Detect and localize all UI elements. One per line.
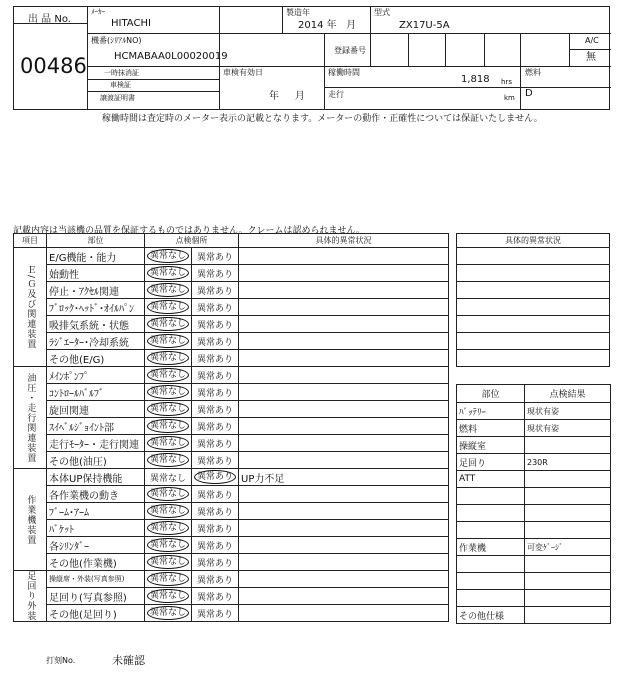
no-issue-text: 異常なし: [147, 317, 189, 331]
detail-text: [239, 418, 449, 435]
detail-text: [239, 265, 449, 282]
side-detail-row: [457, 333, 610, 350]
cert3-label: 譲渡証明書: [100, 94, 135, 102]
side-detail-row: [457, 282, 610, 299]
issue-text: 異常あり: [196, 422, 233, 433]
inspection-table-header: [14, 234, 449, 248]
detail-text: [239, 350, 449, 367]
part-name: 操縦席・外装(写真参照): [47, 571, 145, 588]
side-detail-row: [457, 350, 610, 367]
no-issue-cell: [145, 537, 192, 554]
issue-cell: [192, 367, 239, 384]
no-issue-cell: [145, 401, 192, 418]
detail-text: [239, 588, 449, 605]
parts-result-row: [457, 403, 611, 420]
hours-value: 1,818: [461, 74, 490, 85]
part-name: 足回り(写真参照): [47, 588, 145, 605]
issue-cell: [192, 299, 239, 316]
part-cell: 燃料: [457, 420, 525, 437]
detail-text: [239, 435, 449, 452]
part-name: その他(E/G): [47, 350, 145, 367]
part-name: 始動性: [47, 265, 145, 282]
result-cell: [525, 437, 611, 454]
issue-cell: [192, 605, 239, 622]
lot-number: 00486: [20, 54, 87, 78]
part-name: 各ｼﾘﾝﾀﾞｰ: [47, 537, 145, 554]
no-issue-text: 異常なし: [147, 368, 189, 382]
part-name: ﾗｼﾞｴｰﾀｰ･冷却系統: [47, 333, 145, 350]
col-header-item: 項目: [14, 234, 47, 248]
side-detail-cell: [457, 350, 610, 367]
part-cell: [457, 556, 525, 573]
table-row: [14, 554, 449, 571]
result-cell: 現状有姿: [525, 420, 611, 437]
detail-text: [239, 384, 449, 401]
detail-text: [239, 333, 449, 350]
no-issue-cell: [145, 418, 192, 435]
no-issue-cell: [145, 605, 192, 622]
table-row: [14, 367, 449, 384]
lot-label: 出 品 No.: [28, 14, 71, 25]
meter-notice: 稼働時間は査定時のメーター表示の記載となります。メーターの動作・正確性については保証いたしません。: [102, 114, 543, 124]
result-cell: 230R: [525, 454, 611, 471]
issue-text: 異常あり: [196, 252, 233, 263]
part-cell: [457, 488, 525, 505]
detail-text: [239, 367, 449, 384]
parts-result-table: [456, 384, 611, 624]
no-issue-text: 異常なし: [147, 266, 189, 280]
no-issue-cell: [145, 571, 192, 588]
side-detail-cell: [457, 265, 610, 282]
side-detail-cell: [457, 333, 610, 350]
issue-text: 異常あり: [196, 286, 233, 297]
result-cell: 可変ｹﾞｰｼﾞ: [525, 539, 611, 556]
parts-header: 部位: [457, 385, 525, 403]
detail-text: [239, 401, 449, 418]
issue-text: 異常あり: [196, 354, 233, 365]
result-cell: [525, 573, 611, 590]
no-issue-text: 異常なし: [147, 385, 189, 399]
table-row: [14, 605, 449, 622]
maker-value: HITACHI: [111, 18, 151, 29]
serial-label: 機番(ｼﾘｱﾙNO): [91, 36, 142, 45]
parts-result-row: [457, 522, 611, 539]
part-cell: [457, 573, 525, 590]
part-name: ｽｲﾍﾞﾙｼﾞｮｲﾝﾄ部: [47, 418, 145, 435]
part-name: ﾌﾞｰﾑ･ｱｰﾑ: [47, 503, 145, 520]
issue-text: 異常あり: [196, 439, 233, 450]
issue-text: 異常あり: [196, 269, 233, 280]
serial-value: HCMABAA0L00020019: [114, 51, 228, 62]
no-issue-text: 異常なし: [147, 589, 189, 603]
issue-cell: [192, 503, 239, 520]
issue-text: 異常あり: [196, 558, 233, 569]
cert2-label: 車検証: [110, 81, 131, 89]
part-name: 各作業機の動き: [47, 486, 145, 503]
issue-cell: [192, 384, 239, 401]
issue-text: 異常あり: [196, 575, 233, 586]
part-cell: [457, 522, 525, 539]
side-detail-table: [456, 233, 610, 367]
table-row: [14, 384, 449, 401]
issue-cell: [192, 316, 239, 333]
issue-text: 異常あり: [196, 609, 233, 620]
side-detail-cell: [457, 248, 610, 265]
issue-text: 異常あり: [196, 490, 233, 501]
hours-label: 稼働時間: [328, 68, 360, 77]
no-issue-cell: [145, 316, 192, 333]
category-label: 足回り外装: [14, 571, 47, 622]
no-issue-text: 異常なし: [147, 436, 189, 450]
result-cell: [525, 471, 611, 488]
table-row: [14, 299, 449, 316]
table-row: [14, 435, 449, 452]
no-issue-text: 異常なし: [147, 351, 189, 365]
no-issue-text: 異常なし: [147, 572, 189, 586]
year-value: 2014 年 月: [298, 20, 357, 31]
part-cell: 足回り: [457, 454, 525, 471]
no-issue-text: 異常なし: [147, 606, 189, 620]
side-detail-row: [457, 299, 610, 316]
side-detail-cell: [457, 316, 610, 333]
no-issue-cell: [145, 384, 192, 401]
no-issue-cell: [145, 469, 192, 486]
result-header: 点検結果: [525, 385, 611, 403]
no-issue-cell: [145, 486, 192, 503]
detail-text: [239, 299, 449, 316]
no-issue-text: 異常なし: [147, 504, 189, 518]
part-cell: 操縦室: [457, 437, 525, 454]
result-cell: [525, 522, 611, 539]
col-header-check: 点検個所: [145, 234, 239, 248]
side-detail-row: [457, 248, 610, 265]
part-cell: 作業機: [457, 539, 525, 556]
table-row: [14, 316, 449, 333]
issue-text: 異常あり: [196, 371, 233, 382]
table-row: [14, 282, 449, 299]
issue-cell: [192, 554, 239, 571]
part-name: その他(油圧): [47, 452, 145, 469]
detail-text: [239, 486, 449, 503]
issue-cell: [192, 248, 239, 265]
ac-label: A/C: [585, 36, 599, 45]
no-issue-text: 異常なし: [147, 538, 189, 552]
parts-result-row: [457, 607, 611, 624]
no-issue-cell: [145, 265, 192, 282]
issue-text: 異常あり: [196, 456, 233, 467]
no-issue-text: 異常なし: [147, 249, 189, 263]
parts-result-row: [457, 437, 611, 454]
detail-text: [239, 503, 449, 520]
part-cell: ﾊﾞｯﾃﾘｰ: [457, 403, 525, 420]
travel-label: 走行: [328, 90, 344, 99]
ac-value: 無: [586, 52, 596, 63]
side-detail-row: [457, 316, 610, 333]
no-issue-cell: [145, 520, 192, 537]
model-label: 型式: [374, 8, 390, 17]
detail-text: [239, 571, 449, 588]
table-row: [14, 265, 449, 282]
no-issue-text: 異常なし: [147, 419, 189, 433]
detail-text: [239, 605, 449, 622]
category-label: Ｅ/Ｇ及び関連装置: [14, 248, 47, 367]
table-row: [14, 333, 449, 350]
part-name: 本体UP保持機能: [47, 469, 145, 486]
part-cell: [457, 505, 525, 522]
issue-text: 異常あり: [196, 320, 233, 331]
no-issue-cell: [145, 554, 192, 571]
issue-cell: [192, 350, 239, 367]
result-cell: [525, 590, 611, 607]
detail-text: [239, 282, 449, 299]
no-issue-text: 異常なし: [147, 555, 189, 569]
issue-cell: [192, 452, 239, 469]
no-issue-text: 異常なし: [149, 473, 186, 484]
issue-text: 異常あり: [196, 507, 233, 518]
cert1-label: 一時抹消証: [104, 69, 139, 77]
table-row: [14, 486, 449, 503]
km-unit: km: [504, 94, 515, 102]
parts-result-row: [457, 539, 611, 556]
parts-result-row: [457, 471, 611, 488]
part-name: ｺﾝﾄﾛｰﾙﾊﾞﾙﾌﾞ: [47, 384, 145, 401]
detail-text: [239, 316, 449, 333]
parts-result-row: [457, 454, 611, 471]
no-issue-cell: [145, 282, 192, 299]
table-row: [14, 418, 449, 435]
issue-text: 異常あり: [196, 388, 233, 399]
inspection-label: 車検有効日: [223, 68, 263, 77]
no-issue-cell: [145, 588, 192, 605]
issue-cell: [192, 282, 239, 299]
issue-cell: [192, 333, 239, 350]
side-detail-cell: [457, 282, 610, 299]
side-detail-cell: [457, 299, 610, 316]
col-header-part: 部位: [47, 234, 145, 248]
no-issue-cell: [145, 350, 192, 367]
no-issue-text: 異常なし: [147, 521, 189, 535]
issue-cell: [192, 520, 239, 537]
issue-text: 異常あり: [196, 524, 233, 535]
issue-text: 異常あり: [196, 592, 233, 603]
detail-text: [239, 554, 449, 571]
no-issue-text: 異常なし: [147, 283, 189, 297]
issue-text: 異常あり: [196, 337, 233, 348]
issue-cell: [192, 435, 239, 452]
no-issue-text: 異常なし: [147, 300, 189, 314]
part-name: 吸排気系統・状態: [47, 316, 145, 333]
table-row: [14, 537, 449, 554]
header-box: [13, 6, 610, 110]
no-issue-cell: [145, 299, 192, 316]
part-name: ﾌﾞﾛｯｸ･ﾍｯﾄﾞ･ｵｲﾙﾊﾟﾝ: [47, 299, 145, 316]
detail-text: UP力不足: [239, 469, 449, 486]
issue-cell: [192, 537, 239, 554]
detail-text: [239, 520, 449, 537]
result-cell: [525, 488, 611, 505]
result-cell: [525, 505, 611, 522]
issue-text: 異常あり: [194, 470, 236, 484]
stamp-label: 打刻No.: [46, 656, 76, 665]
model-value: ZX17U-5A: [399, 20, 450, 31]
issue-cell: [192, 401, 239, 418]
inspection-value: 年 月: [269, 91, 305, 102]
part-name: その他(作業機): [47, 554, 145, 571]
category-label: 油圧・走行関連装置: [14, 367, 47, 469]
parts-result-row: [457, 556, 611, 573]
no-issue-cell: [145, 333, 192, 350]
parts-result-row: [457, 573, 611, 590]
reg-label: 登録番号: [334, 46, 366, 55]
part-name: E/G機能・能力: [47, 248, 145, 265]
table-row: [14, 401, 449, 418]
table-row: [14, 571, 449, 588]
part-name: 走行ﾓｰﾀｰ・走行関連: [47, 435, 145, 452]
quality-notice: 記載内容は当該機の品質を保証するものではありません。クレームは認められません。: [13, 226, 366, 236]
category-label: 作業機装置: [14, 469, 47, 571]
no-issue-cell: [145, 503, 192, 520]
issue-text: 異常あり: [196, 541, 233, 552]
side-detail-row: [457, 265, 610, 282]
parts-result-row: [457, 420, 611, 437]
table-row: [14, 588, 449, 605]
detail-text: [239, 537, 449, 554]
no-issue-cell: [145, 248, 192, 265]
table-row: [14, 350, 449, 367]
table-row: [14, 469, 449, 486]
no-issue-cell: [145, 435, 192, 452]
part-cell: ATT: [457, 471, 525, 488]
part-name: ﾒｲﾝﾎﾟﾝﾌﾟ: [47, 367, 145, 384]
col-header-detail: 具体的異常状況: [239, 234, 449, 248]
table-row: [14, 248, 449, 265]
inspection-table: [13, 233, 449, 622]
fuel-label: 燃料: [525, 68, 541, 77]
no-issue-cell: [145, 452, 192, 469]
issue-cell: [192, 588, 239, 605]
issue-cell: [192, 469, 239, 486]
detail-text: [239, 248, 449, 265]
table-row: [14, 452, 449, 469]
table-row: [14, 520, 449, 537]
issue-text: 異常あり: [196, 405, 233, 416]
hours-unit: hrs: [501, 78, 512, 86]
stamp-value: 未確認: [112, 654, 145, 667]
parts-result-row: [457, 488, 611, 505]
result-cell: [525, 556, 611, 573]
part-cell: [457, 590, 525, 607]
no-issue-cell: [145, 367, 192, 384]
no-issue-text: 異常なし: [147, 402, 189, 416]
part-name: 停止・ｱｸｾﾙ関連: [47, 282, 145, 299]
part-name: その他(足回り): [47, 605, 145, 622]
part-name: 旋回関連: [47, 401, 145, 418]
result-cell: [525, 607, 611, 624]
parts-result-row: [457, 590, 611, 607]
fuel-value: D: [525, 88, 533, 99]
part-cell: その他仕様: [457, 607, 525, 624]
table-row: [14, 503, 449, 520]
no-issue-text: 異常なし: [147, 487, 189, 501]
no-issue-text: 異常なし: [147, 334, 189, 348]
result-cell: 現状有姿: [525, 403, 611, 420]
issue-cell: [192, 486, 239, 503]
issue-cell: [192, 571, 239, 588]
detail-text: [239, 452, 449, 469]
parts-result-row: [457, 505, 611, 522]
no-issue-text: 異常なし: [147, 453, 189, 467]
issue-text: 異常あり: [196, 303, 233, 314]
part-name: ﾊﾞｹｯﾄ: [47, 520, 145, 537]
side-detail-header: 具体的異常状況: [457, 234, 610, 248]
issue-cell: [192, 418, 239, 435]
issue-cell: [192, 265, 239, 282]
year-label: 製造年: [286, 8, 310, 17]
maker-label: ﾒｰｶｰ: [91, 8, 105, 16]
